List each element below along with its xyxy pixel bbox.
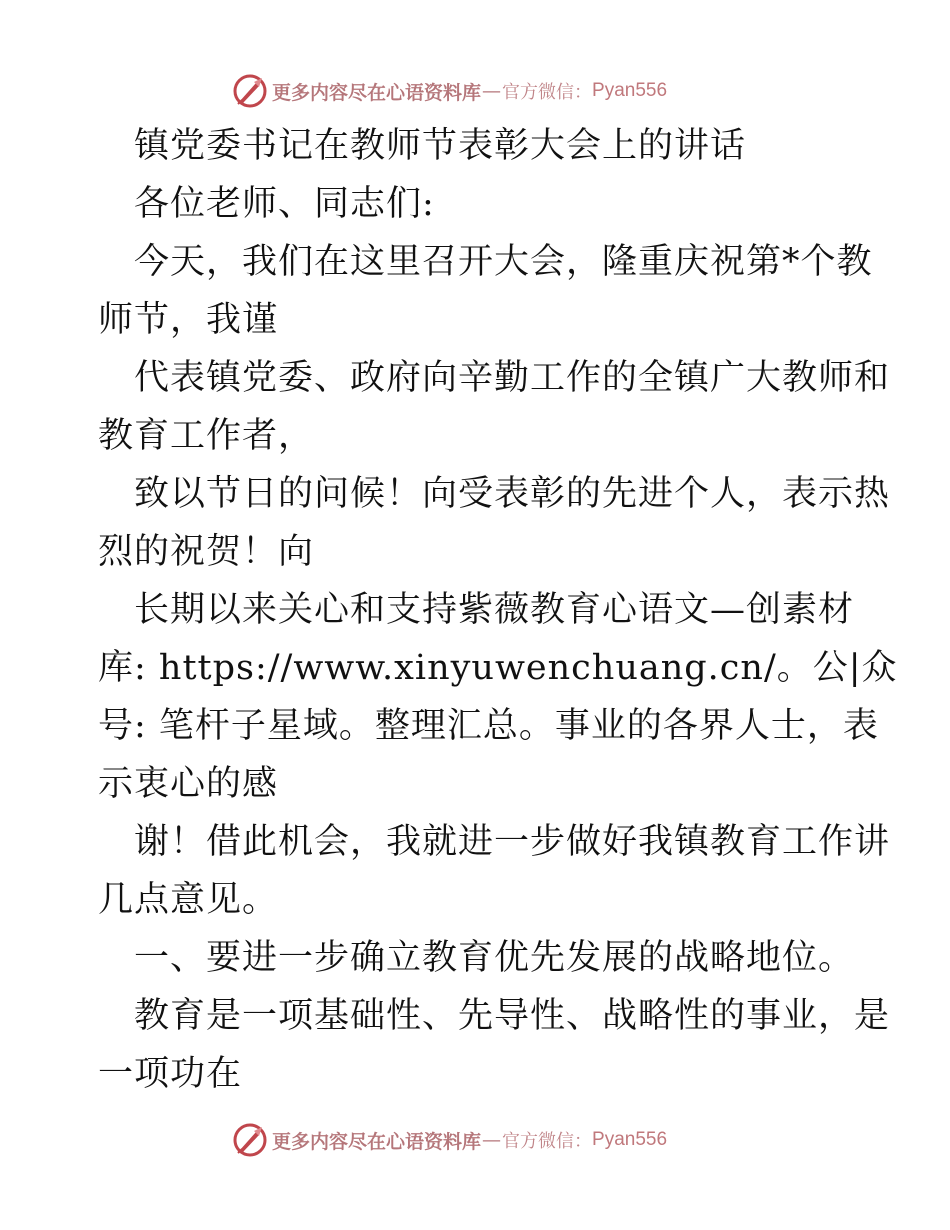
footer-watermark [232, 1121, 667, 1159]
document-title: 镇党委书记在教师节表彰大会上的讲话 [134, 126, 747, 166]
watermark-wechat-id: Pyan556 [592, 1129, 668, 1150]
paragraph-line: 师节，我谨 [98, 300, 279, 340]
paragraph-line-url: 库: https://www.xinyuwenchuang.cn/。公|众 [98, 648, 898, 688]
watermark-dash: — [482, 80, 502, 102]
section-heading: 一、要进一步确立教育优先发展的战略地位。 [134, 938, 855, 978]
paragraph-line: 代表镇党委、政府向辛勤工作的全镇广大教师和 [134, 358, 891, 398]
paragraph-line: 致以节日的问候！向受表彰的先进个人，表示热 [134, 474, 891, 514]
watermark-wechat-label: 官方微信： [502, 1131, 593, 1152]
paragraph-line: 教育工作者， [98, 416, 315, 456]
watermark-text: 更多内容尽在心语资料库 [272, 81, 482, 104]
paragraph-line: 教育是一项基础性、先导性、战略性的事业，是 [134, 996, 891, 1036]
greeting-line: 各位老师、同志们: [134, 184, 435, 224]
watermark-text: 更多内容尽在心语资料库 [272, 1130, 482, 1153]
paragraph-line: 烈的祝贺！向 [98, 532, 315, 572]
paragraph-line: 今天，我们在这里召开大会，隆重庆祝第*个教 [134, 242, 873, 282]
watermark-wechat-label: 官方微信： [502, 82, 593, 103]
paragraph-line: 长期以来关心和支持紫薇教育心语文—创素材 [134, 590, 855, 630]
paragraph-line: 一项功在 [98, 1054, 243, 1094]
watermark-dash: — [482, 1129, 502, 1151]
paragraph-line: 谢！借此机会，我就进一步做好我镇教育工作讲 [134, 822, 891, 862]
red-quill-logo-icon [232, 1122, 268, 1158]
watermark-wechat-id: Pyan556 [592, 80, 668, 101]
paragraph-line: 号: 笔杆子星域。整理汇总。事业的各界人士，表 [98, 706, 879, 746]
header-watermark [232, 72, 667, 110]
paragraph-line: 示衷心的感 [98, 764, 279, 804]
paragraph-line: 几点意见。 [98, 880, 279, 920]
red-quill-logo-icon [232, 73, 268, 109]
